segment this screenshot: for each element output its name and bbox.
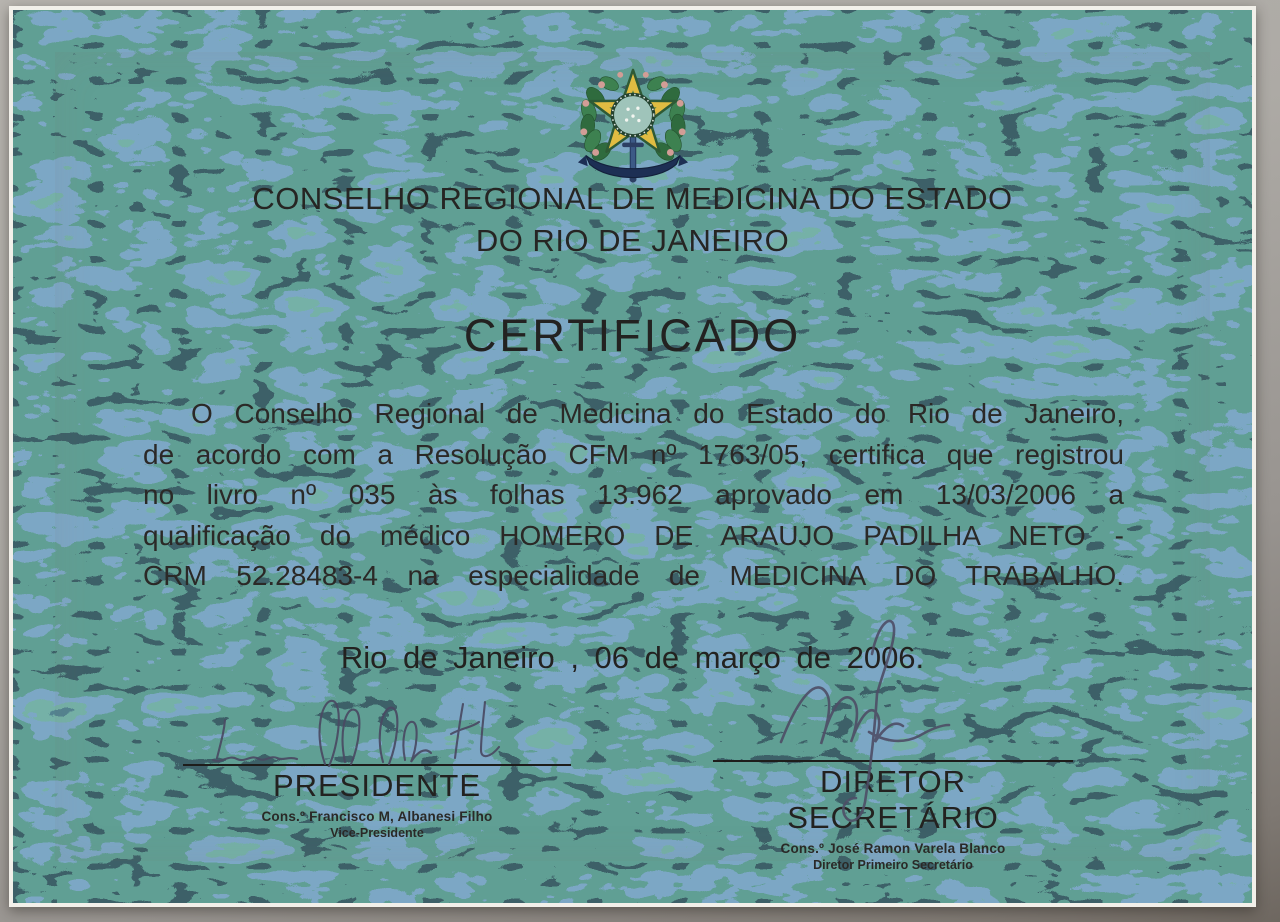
issuer-line1: CONSELHO REGIONAL DE MEDICINA DO ESTADO xyxy=(252,181,1013,216)
certificate xyxy=(9,6,1256,907)
brazil-coat-of-arms-icon xyxy=(574,60,692,184)
issuer-line2: DO RIO DE JANEIRO xyxy=(475,223,790,258)
signature-subtitle: Vice-Presidente xyxy=(330,826,424,840)
body-line: CRM 52.28483-4 na especialidade de MEDICINA DO TRABALHO. xyxy=(143,560,1124,591)
signature-name: Cons.º José Ramon Varela Blanco xyxy=(780,841,1006,856)
signature-subtitle: Diretor Primeiro Secretário xyxy=(813,858,973,872)
body-line: no livro nº 035 às folhas 13.962 aprovado em 13/03/2006 a xyxy=(143,479,1124,510)
paper xyxy=(55,52,1210,872)
signature-role: PRESIDENTE xyxy=(272,768,482,803)
date-line: Rio de Janeiro , 06 de março de 2006. xyxy=(340,640,925,675)
body-line: O Conselho Regional de Medicina do Estado do Rio de Janeiro, xyxy=(191,398,1124,429)
signature-line xyxy=(183,764,571,766)
certificate-title: CERTIFICADO xyxy=(463,310,802,361)
signature-line xyxy=(713,760,1073,762)
signature-block-president xyxy=(183,764,571,840)
signature-role: DIRETOR SECRETÁRIO xyxy=(787,764,999,835)
certificate-body xyxy=(143,394,1124,597)
signature-name: Cons.º Francisco M, Albanesi Filho xyxy=(261,809,493,824)
issuer-name xyxy=(55,178,1210,262)
signature-block-secretary xyxy=(713,760,1073,872)
body-line: qualificação do médico HOMERO DE ARAUJO PADILHA NETO - xyxy=(143,519,1124,551)
body-line: de acordo com a Resolução CFM nº 1763/05, certifica que registrou xyxy=(143,438,1124,470)
